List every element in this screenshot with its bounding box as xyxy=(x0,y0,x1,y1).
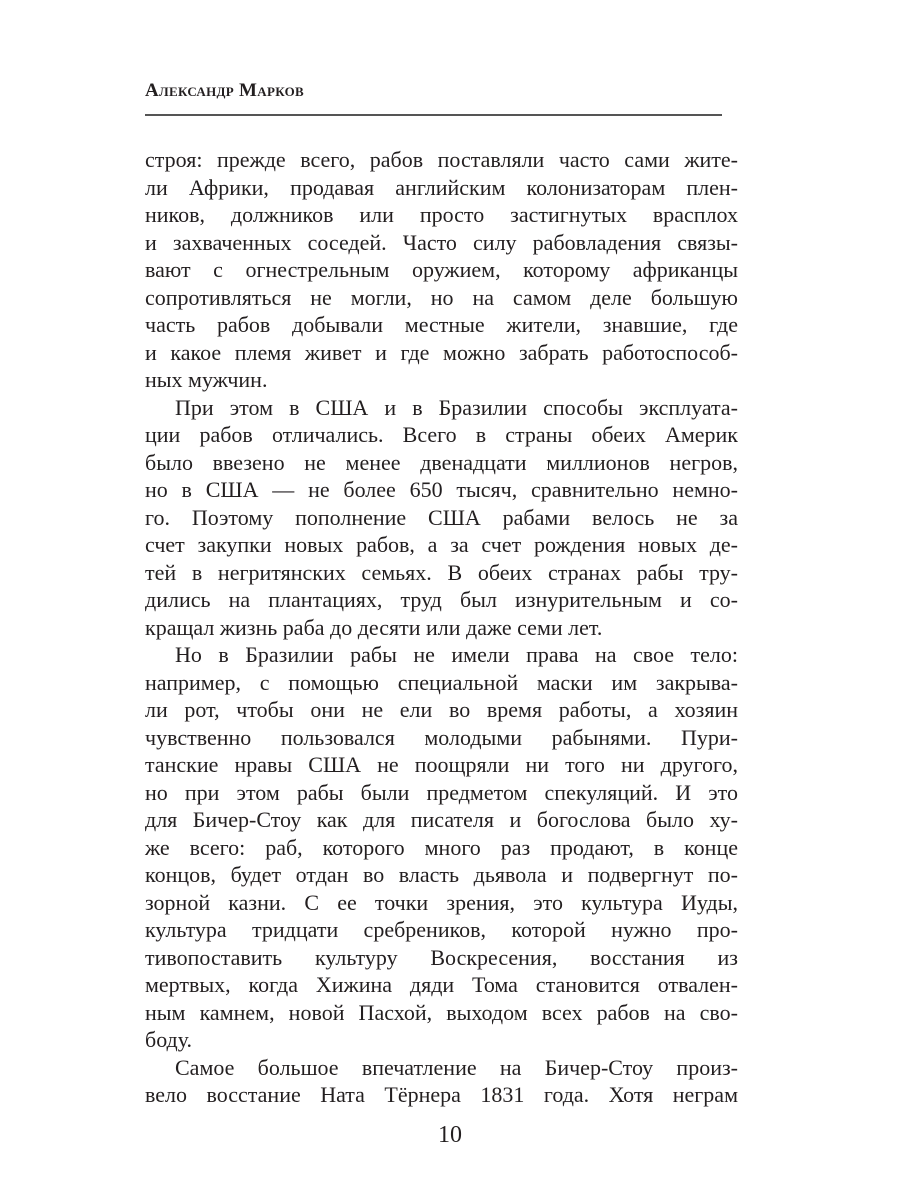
text-line: Но в Бразилии рабы не имели права на свое тело: xyxy=(175,642,738,667)
text-line: кращал жизнь раба до десяти или даже семи лет. xyxy=(145,614,603,640)
paragraph xyxy=(145,394,738,642)
text-line: При этом в США и в Бразилии способы эксплуата- xyxy=(175,394,738,420)
text-line: но в США — не более 650 тысяч, сравнительно немно- xyxy=(145,477,738,502)
text-line: и захваченных соседей. Часто силу рабовладения связы- xyxy=(145,229,738,255)
text-line: было ввезено не менее двенадцати миллионов негров, xyxy=(145,449,738,475)
text-line: культура тридцати сребреников, которой нужно про- xyxy=(145,917,738,942)
text-line: ли рот, чтобы они не ели во время работы, а хозяин xyxy=(145,697,738,722)
text-line: и какое племя живет и где можно забрать работоспособ- xyxy=(145,339,738,365)
text-line: ных мужчин. xyxy=(145,367,268,392)
page-number: 10 xyxy=(438,1122,462,1148)
text-line: для Бичер-Стоу как для писателя и богослова было ху- xyxy=(145,807,738,832)
text-line: тей в негритянских семьях. В обеих странах рабы тру- xyxy=(145,559,738,585)
text-line: зорной казни. С ее точки зрения, это культура Иуды, xyxy=(145,889,738,915)
running-header-author: Александр Марков xyxy=(145,80,305,101)
page-body-text xyxy=(145,146,738,1109)
text-line: го. Поэтому пополнение США рабами велось не за xyxy=(145,504,738,530)
text-line: же всего: раб, которого много раз продают, в конце xyxy=(145,834,738,860)
text-line: часть рабов добывали местные жители, знавшие, где xyxy=(145,312,738,337)
text-line: дились на плантациях, труд был изнурительным и со- xyxy=(145,587,738,612)
paragraph xyxy=(145,1054,738,1109)
paragraph xyxy=(145,146,738,394)
text-line: Самое большое впечатление на Бичер-Стоу произ- xyxy=(175,1054,738,1080)
text-line: ников, должников или просто застигнутых врасплох xyxy=(145,202,738,227)
text-line: строя: прежде всего, рабов поставляли часто сами жите- xyxy=(145,147,738,172)
paragraph xyxy=(145,641,738,1054)
text-line: концов, будет отдан во власть дьявола и подвергнут по- xyxy=(145,862,738,887)
header-rule xyxy=(145,114,722,116)
text-line: ным камнем, новой Пасхой, выходом всех рабов на сво- xyxy=(145,999,738,1025)
text-line: чувственно пользовался молодыми рабынями. Пури- xyxy=(145,724,738,750)
text-line: ли Африки, продавая английским колонизаторам плен- xyxy=(145,174,738,200)
text-line: вело восстание Ната Тёрнера 1831 года. Хотя неграм xyxy=(145,1082,738,1107)
text-line: боду. xyxy=(145,1027,193,1052)
text-line: вают с огнестрельным оружием, которому африканцы xyxy=(145,257,738,282)
text-line: но при этом рабы были предметом спекуляций. И это xyxy=(145,779,738,805)
text-line: счет закупки новых рабов, а за счет рождения новых де- xyxy=(145,532,738,557)
text-line: мертвых, когда Хижина дяди Тома становится отвален- xyxy=(145,972,738,997)
text-line: сопротивляться не могли, но на самом деле большую xyxy=(145,284,738,310)
text-line: например, с помощью специальной маски им закрыва- xyxy=(145,669,738,695)
text-line: ции рабов отличались. Всего в страны обеих Америк xyxy=(145,422,738,447)
text-line: танские нравы США не поощряли ни того ни другого, xyxy=(145,752,738,777)
text-line: тивопоставить культуру Воскресения, восстания из xyxy=(145,944,738,970)
